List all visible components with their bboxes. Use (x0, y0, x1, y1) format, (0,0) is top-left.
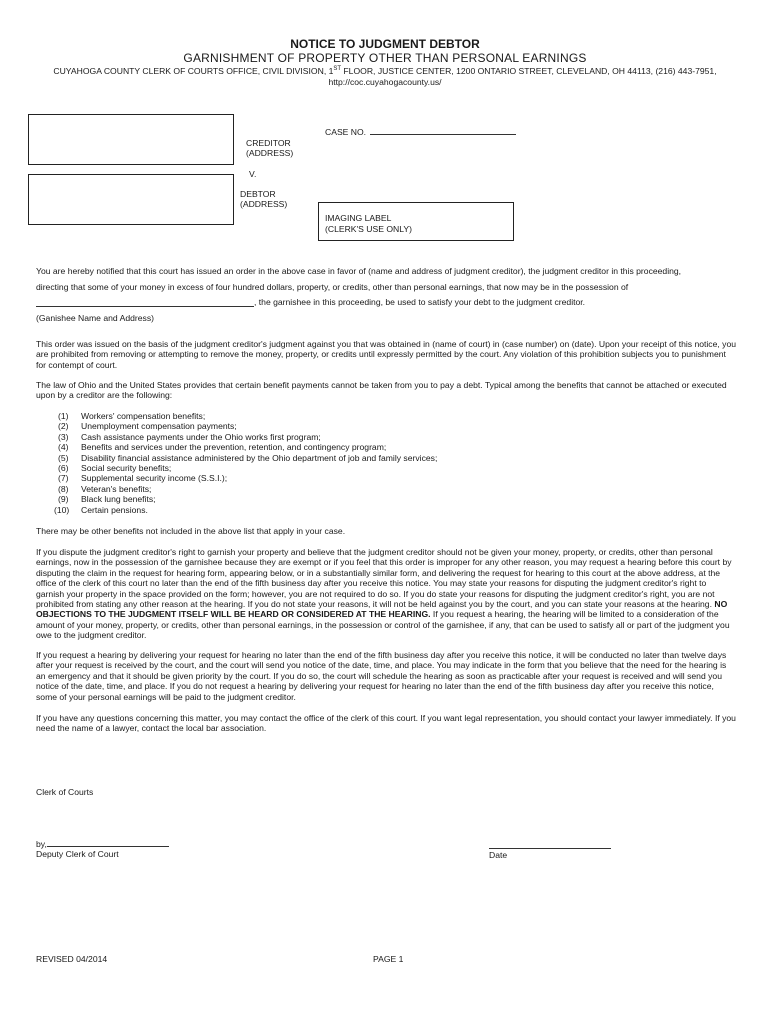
no-objections-notice: NO OBJECTIONS TO THE JUDGMENT ITSELF WILL BE HEARD OR CONSIDERED AT THE HEARING. (36, 599, 728, 620)
benefit-item: (7) Supplemental security income (S.S.I.); (58, 473, 228, 484)
notice-line-1: You are hereby notified that this court has issued an order in the above case in favor of (name and address of judgment creditor), the judgment creditor in this proceeding, (36, 266, 682, 276)
benefit-item: (4) Benefits and services under the prevention, retention, and contingency program; (58, 442, 387, 453)
date-label: Date (489, 850, 508, 860)
debtor-address-label: (ADDRESS) (240, 199, 288, 209)
deputy-signature-field[interactable] (47, 846, 169, 847)
page-number: PAGE 1 (373, 954, 404, 964)
other-benefits-note: There may be other benefits not included in the above list that apply in your case. (36, 526, 346, 536)
benefit-item: (1) Workers' compensation benefits; (58, 411, 206, 421)
benefit-item: (8) Veteran's benefits; (58, 483, 152, 494)
benefit-item: (5) Disability financial assistance administered by the Ohio department of job and family services; (58, 452, 438, 463)
debtor-label: DEBTOR (240, 189, 276, 199)
date-field[interactable] (489, 848, 611, 849)
benefits-list (54, 411, 438, 515)
hearing-paragraph: If you request a hearing by delivering your request for hearing no later than the end of the fifth business day after you receive this notice, it will be conducted no later than twelve days after your request is received by the court, and the court will send you notice of the date, time, and place. You may indicate in the form that you believe that the need for the hearing is an emergency and that it should be given priority by the court. If you do so, the court will schedule the hearing as soon as practicable after your request is received and will send you notice of the date, time, and place. If you do not request a hearing by delivering your request for hearing no later than the end of the fifth business day after you receive this notice, some of your personal earnings will be paid to the judgment creditor. (36, 650, 727, 702)
office-website: http://coc.cuyahogacounty.us/ (328, 76, 442, 87)
by-row (36, 839, 169, 850)
notice-line-3-text: , the garnishee in this proceeding, be used to satisfy your debt to the judgment creditor. (254, 297, 586, 307)
by-label: by, (36, 839, 47, 849)
benefit-item: (6) Social security benefits; (58, 463, 172, 474)
debtor-box[interactable] (28, 174, 234, 225)
office-sup: ST (333, 66, 342, 72)
order-basis-paragraph: This order was issued on the basis of the judgment creditor's judgment against you that was obtained in (name of court) in (case number) on (date). Upon your receipt of this notice, you are prohibited from removing or attempting to remove the money, property, or credits until expressly permitted by the court. Any violation of this prohibition subjects you to punishment for contempt of court. (36, 339, 737, 370)
questions-paragraph: If you have any questions concerning this matter, you may contact the office of the clerk of this court. If you want legal representation, you should contact your lawyer immediately. If you need the name of a lawyer, contact the local bar association. (36, 713, 736, 734)
notice-line-3 (36, 297, 736, 307)
creditor-label: CREDITOR (246, 138, 291, 148)
creditor-box[interactable] (28, 114, 234, 165)
imaging-label-title: IMAGING LABEL (325, 213, 392, 223)
dispute-paragraph: If you dispute the judgment creditor's right to garnish your property and believe that the judgment creditor should not be given your money, property, or credits, other than personal earnings, now in the possession of the garnishee because they are exempt or if you feel that this order is improper for any other reason, you may request a hearing before this court by disputing the claim in the request for hearing form, appearing below, or in a substantially similar form, and delivering the request for hearing to this court at the above address, at the office of the clerk of this court no later than the end of the fifth business day after you receive this notice. You may state your reasons for disputing the judgment creditor's right to garnish your property in the space provided on the form; however, you are not required to do so. If you do state your reasons for disputing the judgment creditor's right, you are not prohibited from stating any other reason at the hearing. If you do not state your reasons, it will not be held against you by the court, and you can state your reasons at the hearing. NO OBJECTIONS TO THE JUDGMENT ITSELF WILL BE HEARD OR CONSIDERED AT THE HEARING. If you request a hearing, the hearing will be limited to a consideration of the amount of your money, property, or credits, other than personal earnings, in the possession or control of the garnishee, if any, that can be used to satisfy all or part of the judgment you owe to the judgment creditor. (36, 547, 732, 641)
benefit-item: (3) Cash assistance payments under the Ohio works first program; (58, 431, 321, 442)
office-line-b: FLOOR, JUSTICE CENTER, 1200 ONTARIO STREET, CLEVELAND, OH 44113, (216) 443-7951, (341, 65, 717, 76)
benefit-item: (10) Certain pensions. (54, 504, 148, 515)
benefit-item: (9) Black lung benefits; (58, 494, 156, 505)
imaging-label-note: (CLERK'S USE ONLY) (325, 224, 412, 234)
exempt-benefits-intro: The law of Ohio and the United States provides that certain benefit payments cannot be taken from you to pay a debt. Typical among the benefits that cannot be attached or executed upon by a creditor are the following: (36, 380, 727, 401)
case-no-label: CASE NO. (325, 127, 367, 137)
case-no-row (325, 127, 516, 138)
office-line-a: CUYAHOGA COUNTY CLERK OF COURTS OFFICE, CIVIL DIVISION, 1 (53, 65, 334, 76)
benefit-item: (2) Unemployment compensation payments; (58, 421, 237, 432)
revised-date: REVISED 04/2014 (36, 954, 108, 964)
case-no-field[interactable] (370, 134, 516, 135)
deputy-clerk-label: Deputy Clerk of Court (36, 849, 119, 859)
imaging-label-box (318, 202, 514, 241)
garnishee-caption: (Ganishee Name and Address) (36, 313, 154, 323)
office-address (0, 64, 770, 88)
creditor-address-label: (ADDRESS) (246, 148, 294, 158)
versus-label: V. (249, 169, 257, 179)
document-title: NOTICE TO JUDGMENT DEBTOR (290, 37, 480, 51)
clerk-of-courts-label: Clerk of Courts (36, 787, 94, 797)
document-subtitle: GARNISHMENT OF PROPERTY OTHER THAN PERSONAL EARNINGS (183, 51, 587, 65)
notice-line-2: directing that some of your money in excess of four hundred dollars, property, or credits, other than personal earnings, that now may be in the possession of (36, 282, 629, 292)
garnishee-field[interactable] (36, 306, 254, 307)
